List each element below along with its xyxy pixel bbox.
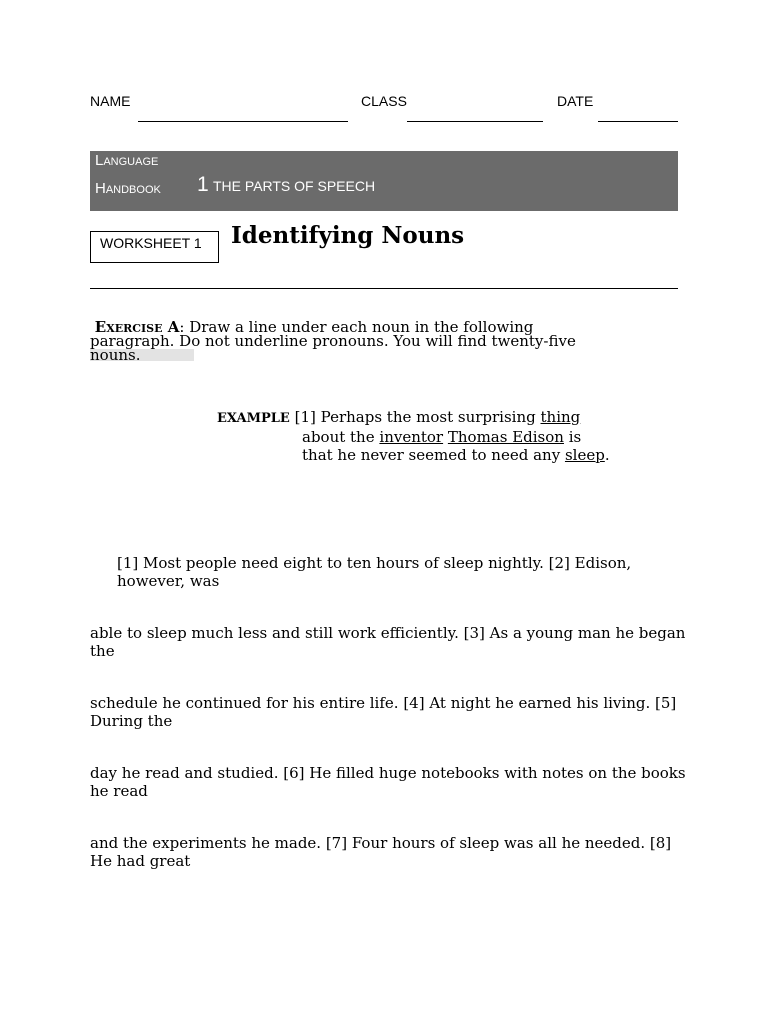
banner-language: Language	[95, 152, 159, 169]
exercise-label: Exercise A	[94, 318, 180, 336]
example-text: Perhaps the most surprising	[320, 408, 536, 426]
worksheet-label: WORKSHEET 1	[100, 235, 202, 251]
date-field-line[interactable]	[598, 121, 678, 122]
class-field-line[interactable]	[407, 121, 543, 122]
paragraph-line: [1] Most people need eight to ten hours of sleep nightly. [2] Edison, however, was	[117, 554, 632, 590]
example-number: [1]	[294, 408, 316, 426]
name-field-line[interactable]	[138, 121, 348, 122]
example-text: about the	[302, 428, 375, 446]
name-label: NAME	[90, 93, 131, 109]
chapter-title: THE PARTS OF SPEECH	[213, 178, 376, 194]
example-text: is	[568, 428, 582, 446]
title-divider	[90, 288, 678, 289]
example-text: .	[604, 446, 610, 464]
example-text: that he never seemed to need any	[302, 446, 561, 464]
paragraph-line: schedule he continued for his entire life. [4] At night he earned his living. [5] During the	[90, 694, 677, 730]
example-noun: thing	[540, 408, 581, 426]
date-label: DATE	[557, 93, 594, 109]
exercise-instructions	[90, 320, 610, 362]
worksheet-title: Identifying Nouns	[231, 222, 465, 249]
example-block	[217, 408, 610, 464]
example-noun: sleep	[564, 446, 605, 464]
banner-handbook: Handbook	[95, 180, 161, 197]
paragraph-line: and the experiments he made. [7] Four hours of sleep was all he needed. [8] He had great	[90, 834, 672, 870]
example-label: EXAMPLE	[217, 411, 290, 426]
chapter-banner	[90, 151, 678, 211]
example-noun: Thomas Edison	[447, 428, 564, 446]
exercise-text: : Draw a line under each noun in the following paragraph. Do not underline pronouns. You will find twenty-five nouns.	[90, 318, 576, 364]
paragraph-line: able to sleep much less and still work efficiently. [3] As a young man he began the	[90, 624, 686, 660]
worksheet-box	[90, 231, 219, 263]
chapter-number: 1	[197, 173, 209, 196]
paragraph-line: day he read and studied. [6] He filled huge notebooks with notes on the books he read	[90, 764, 686, 800]
example-noun: inventor	[379, 428, 444, 446]
class-label: CLASS	[361, 93, 407, 109]
